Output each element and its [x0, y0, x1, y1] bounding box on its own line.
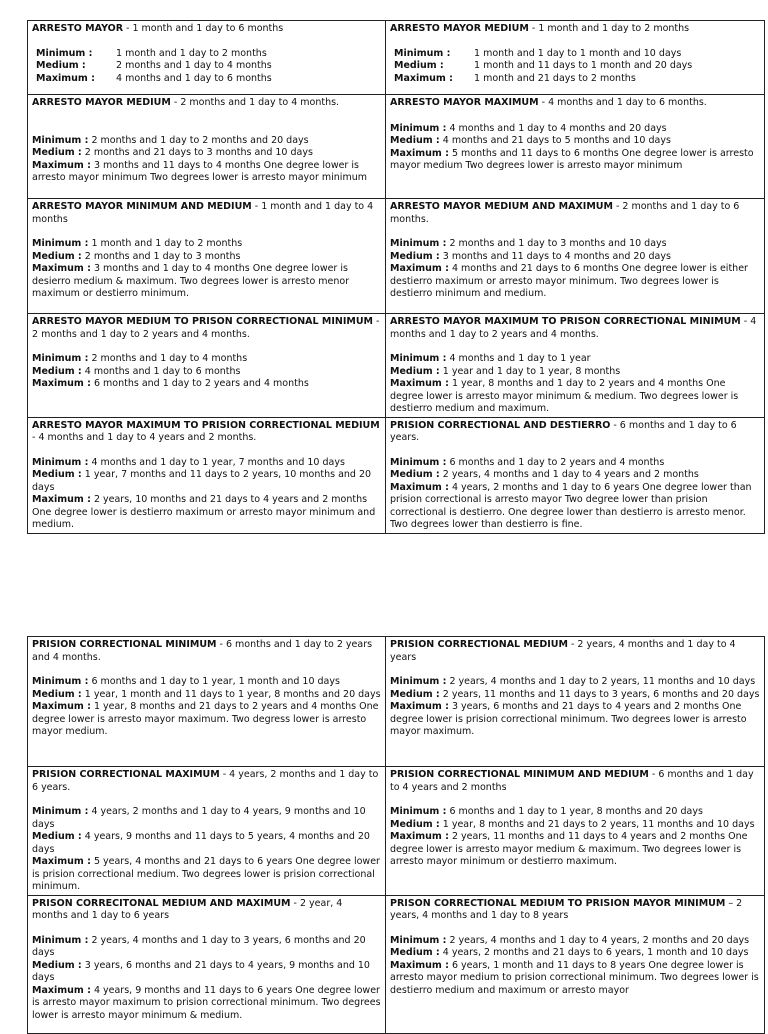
maximum-value: 2 years, 11 months and 11 days to 4 years and 2 months One degree lower is arresto mayor medium & maximum. Two degrees lower is arresto mayor minimum or destierro maximum.	[390, 831, 748, 867]
maximum-value: 6 months and 1 day to 2 years and 4 months	[93, 378, 309, 389]
penalty-cell: ARRESTO MAYOR MEDIUM TO PRISON CORRECTIONAL MINIMUM - 2 months and 1 day to 2 years and 4 months. Minimum : 2 months and 1 day to 4 months Medium : 4 months and 1 day to 6 months Maximum : 6 months and 1 day to 2 years and 4 months	[28, 314, 386, 418]
maximum-value: 3 months and 11 days to 4 months One degree lower is arresto mayor minimum Two degrees lower is arresto mayor minimum	[32, 159, 367, 183]
minimum-value: 2 months and 1 day to 4 months	[91, 353, 248, 364]
medium-value: 3 months and 11 days to 4 months and 20 days	[442, 250, 671, 262]
penalty-cell: PRISION CORRECTIONAL AND DESTIERRO - 6 months and 1 day to 6 years. Minimum : 6 months and 1 day to 2 years and 4 months Medium : 2 years, 4 months and 1 day to 4 years and 2 months Maximum : 4 years, 2 months and 1 day to 6 years One degree lower than prision correctional is arresto mayor Two degree lower than prision correctional is destierro. One degree lower than destierro is arresto menor. Two degrees lower than destierro is fine.	[386, 417, 765, 533]
medium-value: 4 years, 2 months and 21 days to 6 years, 1 month and 10 days	[442, 947, 749, 958]
minimum-value: 2 months and 1 day to 3 months and 10 days	[449, 238, 667, 249]
penalty-heading: PRISION CORRECTIONAL MEDIUM - 2 years, 4 months and 1 day to 4 years	[390, 639, 736, 663]
minimum-value: 2 years, 4 months and 1 day to 2 years, 11 months and 10 days	[449, 676, 756, 687]
table-row	[28, 417, 765, 533]
medium-value: 4 months and 1 day to 6 months	[84, 365, 241, 377]
medium-value: 1 year, 7 months and 11 days to 2 years, 10 months and 20 days	[32, 469, 372, 493]
penalty-heading: ARRESTO MAYOR MAXIMUM TO PRISION CORRECTIONAL MEDIUM - 4 months and 1 day to 4 years and 2 months.	[32, 419, 380, 443]
maximum-value: 6 years, 1 month and 11 days to 8 years One degree lower is arresto mayor medium to prision correctional minimum. Two degrees lower is destierro medium and maximum or arresto mayor	[390, 959, 759, 996]
penalty-heading: ARRESTO MAYOR - 1 month and 1 day to 6 months	[32, 23, 284, 34]
minimum-value: 4 months and 1 day to 1 year	[449, 353, 591, 364]
penalty-table-arresto-mayor	[27, 20, 765, 534]
penalty-periods: Minimum : 1 month and 1 day to 1 month and 10 days Medium : 1 month and 11 days to 1 month and 20 days Maximum : 1 month and 21 days to 2 months	[390, 48, 760, 86]
minimum-value: 4 months and 1 day to 1 year, 7 months and 10 days	[91, 456, 345, 468]
medium-value: 2 years, 11 months and 11 days to 3 years, 6 months and 20 days	[442, 688, 760, 700]
maximum-value: 1 year, 8 months and 1 day to 2 years and 4 months One degree lower is arresto mayor minimum & medium. Two degrees lower is destierro medium and maximum.	[390, 378, 739, 414]
penalty-heading: PRISION CORRECTIONAL MAXIMUM - 4 years, 2 months and 1 day to 6 years.	[32, 769, 379, 793]
maximum-value: 4 years, 2 months and 1 day to 6 years One degree lower than prision correctional is arresto mayor Two degree lower than prision correctional is destierro. One degree lower than destierro is arresto menor. Two degrees lower than destierro is fine.	[390, 481, 752, 530]
minimum-value: 4 years, 2 months and 1 day to 4 years, 9 months and 10 days	[32, 806, 366, 830]
minimum-value: 4 months and 1 day to 4 months and 20 days	[449, 122, 667, 134]
minimum-value: 2 years, 4 months and 1 day to 4 years, 2 months and 20 days	[449, 934, 750, 946]
penalty-cell: ARRESTO MAYOR MEDIUM - 2 months and 1 day to 4 months. Minimum : 2 months and 1 day to 2 months and 20 days Medium : 2 months and 21 days to 3 months and 10 days Maximum : 3 months and 11 days to 4 months One degree lower is arresto mayor minimum Two degrees lower is arresto mayor minimum	[28, 95, 386, 199]
maximum-value: 4 months and 1 day to 6 months	[116, 72, 272, 84]
penalty-heading: ARRESTO MAYOR MEDIUM AND MAXIMUM - 2 months and 1 day to 6 months.	[390, 201, 740, 225]
maximum-value: 3 years, 6 months and 21 days to 4 years and 2 months One degree lower is prision correctional minimum. Two degrees lower is arresto mayor maximum.	[390, 701, 747, 737]
medium-value: 2 months and 1 day to 3 months	[84, 250, 241, 262]
maximum-value: 2 years, 10 months and 21 days to 4 years and 2 months One degree lower is destierro maximum or arresto mayor minimum and medium.	[32, 494, 376, 530]
penalty-heading: PRISION CORRECTIONAL MINIMUM - 6 months and 1 day to 2 years and 4 months.	[32, 639, 373, 663]
penalty-heading: PRISION CORRECTIONAL MINIMUM AND MEDIUM - 6 months and 1 day to 4 years and 2 months	[390, 769, 754, 793]
penalty-cell	[28, 21, 386, 95]
table-row	[28, 21, 765, 95]
minimum-value: 1 month and 1 day to 2 months	[91, 238, 243, 249]
penalty-periods: Minimum : 1 month and 1 day to 2 months Medium : 2 months and 1 day to 4 months Maximum : 4 months and 1 day to 6 months	[32, 48, 381, 86]
medium-value: 1 month and 11 days to 1 month and 20 days	[474, 60, 693, 71]
medium-value: 2 months and 21 days to 3 months and 10 days	[84, 147, 313, 158]
penalty-heading: ARRESTO MAYOR MINIMUM AND MEDIUM - 1 month and 1 day to 4 months	[32, 201, 374, 225]
penalty-heading: PRISON CORRECITONAL MEDIUM AND MAXIMUM - 2 year, 4 months and 1 day to 6 years	[32, 897, 343, 921]
penalty-cell: PRISION CORRECTIONAL MINIMUM - 6 months and 1 day to 2 years and 4 months. Minimum : 6 months and 1 day to 1 year, 1 month and 10 days Medium : 1 year, 1 month and 11 days to 1 year, 8 months and 20 days Maximum : 1 year, 8 months and 21 days to 2 years and 4 months One degree lower is arresto mayor maximum. Two degress lower is arresto mayor medium.	[28, 637, 386, 767]
penalty-cell: ARRESTO MAYOR MINIMUM AND MEDIUM - 1 month and 1 day to 4 months Minimum : 1 month and 1 day to 2 months Medium : 2 months and 1 day to 3 months Maximum : 3 months and 1 day to 4 months One degree lower is desierro medium & maximum. Two degrees lower is arresto menor maximum or destierro minimum.	[28, 199, 386, 314]
maximum-value: 1 year, 8 months and 21 days to 2 years and 4 months One degree lower is arresto mayor maximum. Two degress lower is arresto mayor medium.	[32, 701, 379, 737]
maximum-value: 5 years, 4 months and 21 days to 6 years One degree lower is prision correctional medium. Two degrees lower is prision correctional minimum.	[32, 856, 380, 892]
penalty-cell: PRISION CORRECTIONAL MAXIMUM - 4 years, 2 months and 1 day to 6 years. Minimum : 4 years, 2 months and 1 day to 4 years, 9 months and 10 days Medium : 4 years, 9 months and 11 days to 5 years, 4 months and 20 days Maximum : 5 years, 4 months and 21 days to 6 years One degree lower is prision correctional medium. Two degrees lower is prision correctional minimum.	[28, 767, 386, 896]
penalty-heading: ARRESTO MAYOR MEDIUM - 1 month and 1 day to 2 months	[390, 23, 690, 34]
penalty-cell: ARRESTO MAYOR MAXIMUM - 4 months and 1 day to 6 months. Minimum : 4 months and 1 day to 4 months and 20 days Medium : 4 months and 21 days to 5 months and 10 days Maximum : 5 months and 11 days to 6 months One degree lower is arresto mayor medium Two degrees lower is arresto mayor minimum	[386, 95, 765, 199]
medium-value: 2 years, 4 months and 1 day to 4 years and 2 months	[442, 469, 699, 480]
penalty-cell: PRISION CORRECTIONAL MINIMUM AND MEDIUM - 6 months and 1 day to 4 years and 2 months Minimum : 6 months and 1 day to 1 year, 8 months and 20 days Medium : 1 year, 8 months and 21 days to 2 years, 11 months and 10 days Maximum : 2 years, 11 months and 11 days to 4 years and 2 months One degree lower is arresto mayor medium & maximum. Two degrees lower is arresto mayor minimum or destierro maximum.	[386, 767, 765, 896]
table-row	[28, 95, 765, 199]
table-row	[28, 895, 765, 1033]
table-row	[28, 637, 765, 767]
maximum-value: 1 month and 21 days to 2 months	[474, 72, 636, 84]
penalty-heading: ARRESTO MAYOR MAXIMUM - 4 months and 1 day to 6 months.	[390, 97, 707, 108]
penalty-cell: ARRESTO MAYOR MAXIMUM TO PRISON CORRECTIONAL MINIMUM - 4 months and 1 day to 2 years and 4 months. Minimum : 4 months and 1 day to 1 year Medium : 1 year and 1 day to 1 year, 8 months Maximum : 1 year, 8 months and 1 day to 2 years and 4 months One degree lower is arresto mayor minimum & medium. Two degrees lower is destierro medium and maximum.	[386, 314, 765, 418]
maximum-value: 3 months and 1 day to 4 months One degree lower is desierro medium & maximum. Two degrees lower is arresto menor maximum or destierro minimum.	[32, 263, 350, 299]
minimum-value: 6 months and 1 day to 1 year, 8 months and 20 days	[449, 806, 703, 817]
minimum-value: 6 months and 1 day to 2 years and 4 months	[449, 456, 665, 468]
medium-value: 1 year, 1 month and 11 days to 1 year, 8 months and 20 days	[84, 688, 381, 700]
minimum-value: 2 months and 1 day to 2 months and 20 days	[91, 134, 309, 146]
penalty-cell: PRISION CORRECTIONAL MEDIUM - 2 years, 4 months and 1 day to 4 years Minimum : 2 years, 4 months and 1 day to 2 years, 11 months and 10 days Medium : 2 years, 11 months and 11 days to 3 years, 6 months and 20 days Maximum : 3 years, 6 months and 21 days to 4 years and 2 months One degree lower is prision correctional minimum. Two degrees lower is arresto mayor maximum.	[386, 637, 765, 767]
penalty-cell: ARRESTO MAYOR MAXIMUM TO PRISION CORRECTIONAL MEDIUM - 4 months and 1 day to 4 years and 2 months. Minimum : 4 months and 1 day to 1 year, 7 months and 10 days Medium : 1 year, 7 months and 11 days to 2 years, 10 months and 20 days Maximum : 2 years, 10 months and 21 days to 4 years and 2 months One degree lower is destierro maximum or arresto mayor minimum and medium.	[28, 417, 386, 533]
minimum-value: 1 month and 1 day to 1 month and 10 days	[474, 47, 682, 59]
penalty-heading: PRISION CORRECTIONAL AND DESTIERRO - 6 months and 1 day to 6 years.	[390, 419, 737, 443]
medium-value: 3 years, 6 months and 21 days to 4 years, 9 months and 10 days	[32, 959, 370, 983]
table-row	[28, 314, 765, 418]
penalty-heading: ARRESTO MAYOR MEDIUM - 2 months and 1 day to 4 months.	[32, 97, 340, 108]
maximum-value: 4 months and 21 days to 6 months One degree lower is either destierro maximum or arresto mayor minimum. Two degrees lower is destierro minimum and medium.	[390, 263, 748, 299]
penalty-heading: ARRESTO MAYOR MAXIMUM TO PRISON CORRECTIONAL MINIMUM - 4 months and 1 day to 2 years and 4 months.	[390, 316, 757, 340]
maximum-value: 5 months and 11 days to 6 months One degree lower is arresto mayor medium Two degrees lower is arresto mayor minimum	[390, 147, 754, 171]
table-row	[28, 767, 765, 896]
minimum-value: 6 months and 1 day to 1 year, 1 month and 10 days	[91, 676, 340, 687]
penalty-heading: ARRESTO MAYOR MEDIUM TO PRISON CORRECTIONAL MINIMUM - 2 months and 1 day to 2 years and 4 months.	[32, 316, 380, 340]
penalty-cell: ARRESTO MAYOR MEDIUM AND MAXIMUM - 2 months and 1 day to 6 months. Minimum : 2 months and 1 day to 3 months and 10 days Medium : 3 months and 11 days to 4 months and 20 days Maximum : 4 months and 21 days to 6 months One degree lower is either destierro maximum or arresto mayor minimum. Two degrees lower is destierro minimum and medium.	[386, 199, 765, 314]
medium-value: 4 years, 9 months and 11 days to 5 years, 4 months and 20 days	[32, 831, 370, 855]
penalty-heading: PRISON CORRECTIONAL MEDIUM TO PRISION MAYOR MINIMUM – 2 years, 4 months and 1 day to 8 years	[390, 897, 743, 921]
medium-value: 1 year, 8 months and 21 days to 2 years, 11 months and 10 days	[442, 818, 755, 830]
penalty-cell: PRISON CORRECTIONAL MEDIUM TO PRISION MAYOR MINIMUM – 2 years, 4 months and 1 day to 8 years Minimum : 2 years, 4 months and 1 day to 4 years, 2 months and 20 days Medium : 4 years, 2 months and 21 days to 6 years, 1 month and 10 days Maximum : 6 years, 1 month and 11 days to 8 years One degree lower is arresto mayor medium to prision correctional minimum. Two degrees lower is destierro medium and maximum or arresto mayor	[386, 895, 765, 1033]
medium-value: 2 months and 1 day to 4 months	[116, 60, 272, 71]
minimum-value: 1 month and 1 day to 2 months	[116, 47, 267, 59]
penalty-table-prision-correccional	[27, 636, 765, 1034]
medium-value: 4 months and 21 days to 5 months and 10 days	[442, 135, 671, 146]
maximum-value: 4 years, 9 months and 11 days to 6 years One degree lower is arresto mayor maximum to prision correctional minimum. Two degrees lower is arresto mayor minimum & medium.	[32, 984, 381, 1021]
medium-value: 1 year and 1 day to 1 year, 8 months	[442, 365, 621, 377]
table-row	[28, 199, 765, 314]
minimum-value: 2 years, 4 months and 1 day to 3 years, 6 months and 20 days	[32, 934, 366, 958]
penalty-cell	[386, 21, 765, 95]
penalty-cell: PRISON CORRECITONAL MEDIUM AND MAXIMUM - 2 year, 4 months and 1 day to 6 years Minimum : 2 years, 4 months and 1 day to 3 years, 6 months and 20 days Medium : 3 years, 6 months and 21 days to 4 years, 9 months and 10 days Maximum : 4 years, 9 months and 11 days to 6 years One degree lower is arresto mayor maximum to prision correctional minimum. Two degrees lower is arresto mayor minimum & medium.	[28, 895, 386, 1033]
